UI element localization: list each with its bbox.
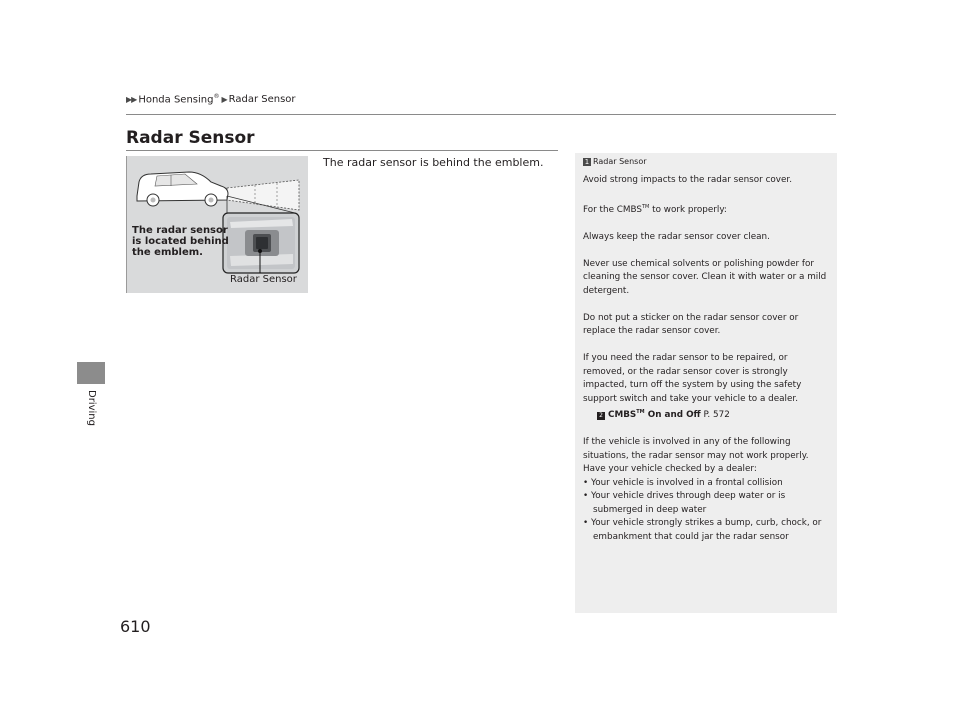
header-divider <box>126 114 836 115</box>
figure-label-radar-sensor: Radar Sensor <box>230 274 297 285</box>
note-number-icon: 1 <box>584 157 590 166</box>
note-paragraph: If you need the radar sensor to be repaired, or removed, or the radar sensor cover is strongly impacted, turn off the system by using the safety support switch and take your vehicle to a dealer. <box>583 353 802 404</box>
note-heading: 1 Radar Sensor <box>584 157 647 166</box>
note-body <box>583 174 831 544</box>
cross-reference-link[interactable]: 2 CMBS™ On and Off P. 572 <box>583 406 831 422</box>
list-item: • Your vehicle is involved in a frontal collision <box>583 477 783 488</box>
breadcrumb-page-label: Radar Sensor <box>228 93 296 105</box>
breadcrumb-arrow-icon: ▶ <box>221 94 227 104</box>
radar-sensor-figure <box>126 156 308 293</box>
section-tab-marker <box>77 362 105 384</box>
section-tab-label: Driving <box>86 390 97 426</box>
notes-sidebar <box>575 153 837 613</box>
breadcrumb-arrow-icon: ▶▶ <box>126 94 137 104</box>
list-item: • Your vehicle strongly strikes a bump, curb, chock, or embankment that could jar the radar sensor <box>583 518 822 542</box>
note-paragraph: Do not put a sticker on the radar sensor cover or replace the radar sensor cover. <box>583 312 799 337</box>
note-paragraph: Never use chemical solvents or polishing powder for cleaning the sensor cover. Clean it with water or a mild detergent. <box>583 258 827 296</box>
reference-arrow-icon: 2 <box>597 412 605 420</box>
page-number: 610 <box>120 617 151 636</box>
note-paragraph: If the vehicle is involved in any of the following situations, the radar sensor may not work properly. Have your vehicle checked by a dealer: <box>583 437 809 475</box>
breadcrumb <box>126 93 296 105</box>
list-item: • Your vehicle drives through deep water or is submerged in deep water <box>583 491 786 515</box>
title-divider <box>126 150 558 151</box>
note-paragraph: For the CMBS™ to work properly: <box>583 204 727 215</box>
note-paragraph: Avoid strong impacts to the radar sensor cover. <box>583 175 793 185</box>
body-paragraph: The radar sensor is behind the emblem. <box>323 156 544 169</box>
breadcrumb-section-link[interactable]: Honda Sensing® <box>138 93 220 106</box>
note-paragraph: Always keep the radar sensor cover clean. <box>583 231 770 242</box>
page-title: Radar Sensor <box>126 128 255 148</box>
figure-label-location: The radar sensor is located behind the emblem. <box>132 225 229 258</box>
